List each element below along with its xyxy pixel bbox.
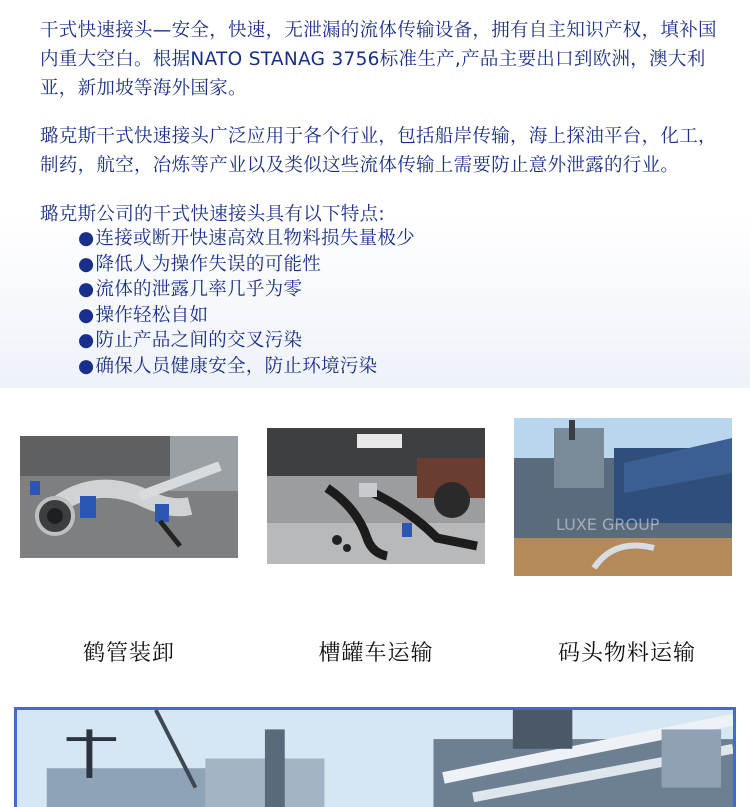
caption-wharf: 码头物料运输 (518, 636, 736, 667)
bottom-banner-photo (14, 707, 736, 807)
feature-item: ●确保人员健康安全，防止环境污染 (78, 354, 415, 380)
intro-section (0, 0, 750, 388)
caption-loading-arm: 鹤管装卸 (20, 636, 238, 667)
bullet-icon: ● (78, 228, 94, 249)
wharf-photo (514, 418, 732, 576)
intro-paragraph-2: 璐克斯干式快速接头广泛应用于各个行业，包括船岸传输，海上探油平台，化工，制药，航空，冶炼等产业以及类似这些流体传输上需要防止意外泄露的行业。 (40, 122, 720, 180)
bullet-icon: ● (78, 279, 94, 300)
bullet-icon: ● (78, 305, 94, 326)
loading-arm-photo (20, 436, 238, 558)
tank-car-photo (267, 428, 485, 564)
bullet-icon: ● (78, 254, 94, 275)
watermark-text: LUXE GROUP (556, 515, 660, 534)
bullet-icon: ● (78, 330, 94, 351)
intro-paragraph-1: 干式快速接头—安全，快速，无泄漏的流体传输设备，拥有自主知识产权，填补国内重大空白。根据NATO STANAG 3756标准生产,产品主要出口到欧洲，澳大利亚，新加坡等海外国家。 (40, 16, 720, 103)
feature-item: ●降低人为操作失误的可能性 (78, 252, 415, 278)
feature-item: ●防止产品之间的交叉污染 (78, 328, 415, 354)
feature-item: ●流体的泄露几率几乎为零 (78, 277, 415, 303)
features-list (78, 226, 415, 380)
caption-tank-car: 槽罐车运输 (267, 636, 485, 667)
feature-item: ●连接或断开快速高效且物料损失量极少 (78, 226, 415, 252)
feature-item: ●操作轻松自如 (78, 303, 415, 329)
bullet-icon: ● (78, 356, 94, 377)
features-heading: 璐克斯公司的干式快速接头具有以下特点: (40, 200, 720, 229)
